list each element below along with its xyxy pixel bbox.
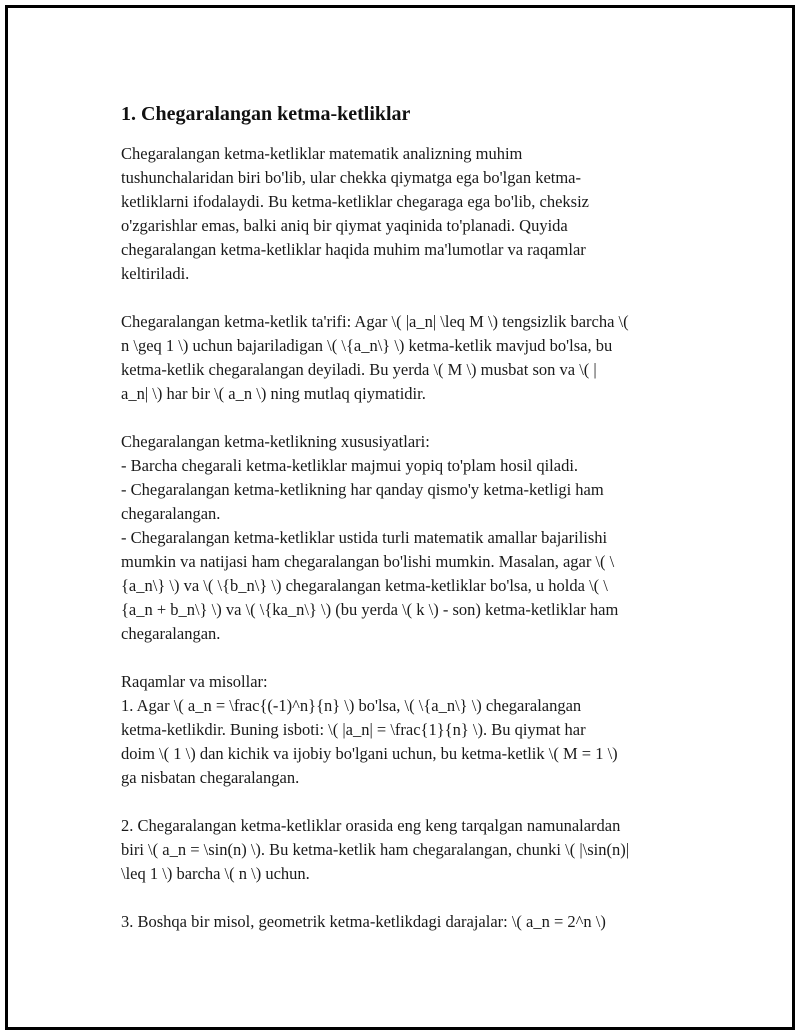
text-line: - Chegaralangan ketma-ketlikning har qanday qismo'y ketma-ketligi ham <box>121 480 604 499</box>
text-line: - Chegaralangan ketma-ketliklar ustida turli matematik amallar bajarilishi <box>121 528 608 547</box>
text-line: ga nisbatan chegaralangan. <box>121 768 300 787</box>
text-line: Raqamlar va misollar: <box>121 672 268 691</box>
paragraph-definition <box>121 310 701 406</box>
text-line: ketma-ketlikdir. Buning isboti: \( |a_n| = \frac{1}{n} \). Bu qiymat har <box>121 720 586 739</box>
page-frame <box>5 5 795 1030</box>
text-line: mumkin va natijasi ham chegaralangan bo'lishi mumkin. Masalan, agar \( \ <box>121 552 615 571</box>
text-line: n \geq 1 \) uchun bajariladigan \( \{a_n\} \) ketma-ketlik mavjud bo'lsa, bu <box>121 336 613 355</box>
paragraph-example-2 <box>121 814 701 886</box>
text-line: a_n| \) har bir \( a_n \) ning mutlaq qiymatidir. <box>121 384 426 403</box>
text-line: chegaralangan. <box>121 624 221 643</box>
text-line: {a_n + b_n\} \) va \( \{ka_n\} \) (bu yerda \( k \) - son) ketma-ketliklar ham <box>121 600 619 619</box>
paragraph-properties <box>121 430 701 646</box>
text-line: doim \( 1 \) dan kichik va ijobiy bo'lgani uchun, bu ketma-ketlik \( M = 1 \) <box>121 744 618 763</box>
text-line: 2. Chegaralangan ketma-ketliklar orasida eng keng tarqalgan namunalardan <box>121 816 621 835</box>
paragraph-example-3 <box>121 910 701 934</box>
section-heading: 1. Chegaralangan ketma-ketliklar <box>121 103 411 125</box>
text-line: \leq 1 \) barcha \( n \) uchun. <box>121 864 310 883</box>
text-line: Chegaralangan ketma-ketlik ta'rifi: Agar \( |a_n| \leq M \) tengsizlik barcha \( <box>121 312 629 331</box>
text-line: 3. Boshqa bir misol, geometrik ketma-ketlikdagi darajalar: \( a_n = 2^n \) <box>121 912 606 931</box>
text-line: o'zgarishlar emas, balki aniq bir qiymat yaqinida to'planadi. Quyida <box>121 216 568 235</box>
text-line: tushunchalaridan biri bo'lib, ular chekka qiymatga ega bo'lgan ketma- <box>121 168 582 187</box>
text-line: - Barcha chegarali ketma-ketliklar majmui yopiq to'plam hosil qiladi. <box>121 456 579 475</box>
text-line: ketma-ketlik chegaralangan deyiladi. Bu yerda \( M \) musbat son va \( | <box>121 360 597 379</box>
text-line: {a_n\} \) va \( \{b_n\} \) chegaralangan ketma-ketliklar bo'lsa, u holda \( \ <box>121 576 608 595</box>
document-content <box>121 100 701 958</box>
text-line: chegaralangan ketma-ketliklar haqida muhim ma'lumotlar va raqamlar <box>121 240 586 259</box>
paragraph-examples <box>121 670 701 790</box>
text-line: keltiriladi. <box>121 264 190 283</box>
text-line: Chegaralangan ketma-ketliklar matematik analizning muhim <box>121 144 523 163</box>
text-line: biri \( a_n = \sin(n) \). Bu ketma-ketlik ham chegaralangan, chunki \( |\sin(n)| <box>121 840 630 859</box>
text-line: Chegaralangan ketma-ketlikning xususiyatlari: <box>121 432 430 451</box>
text-line: ketliklarni ifodalaydi. Bu ketma-ketliklar chegaraga ega bo'lib, cheksiz <box>121 192 590 211</box>
paragraph-intro <box>121 142 701 286</box>
text-line: chegaralangan. <box>121 504 221 523</box>
text-line: 1. Agar \( a_n = \frac{(-1)^n}{n} \) bo'lsa, \( \{a_n\} \) chegaralangan <box>121 696 582 715</box>
